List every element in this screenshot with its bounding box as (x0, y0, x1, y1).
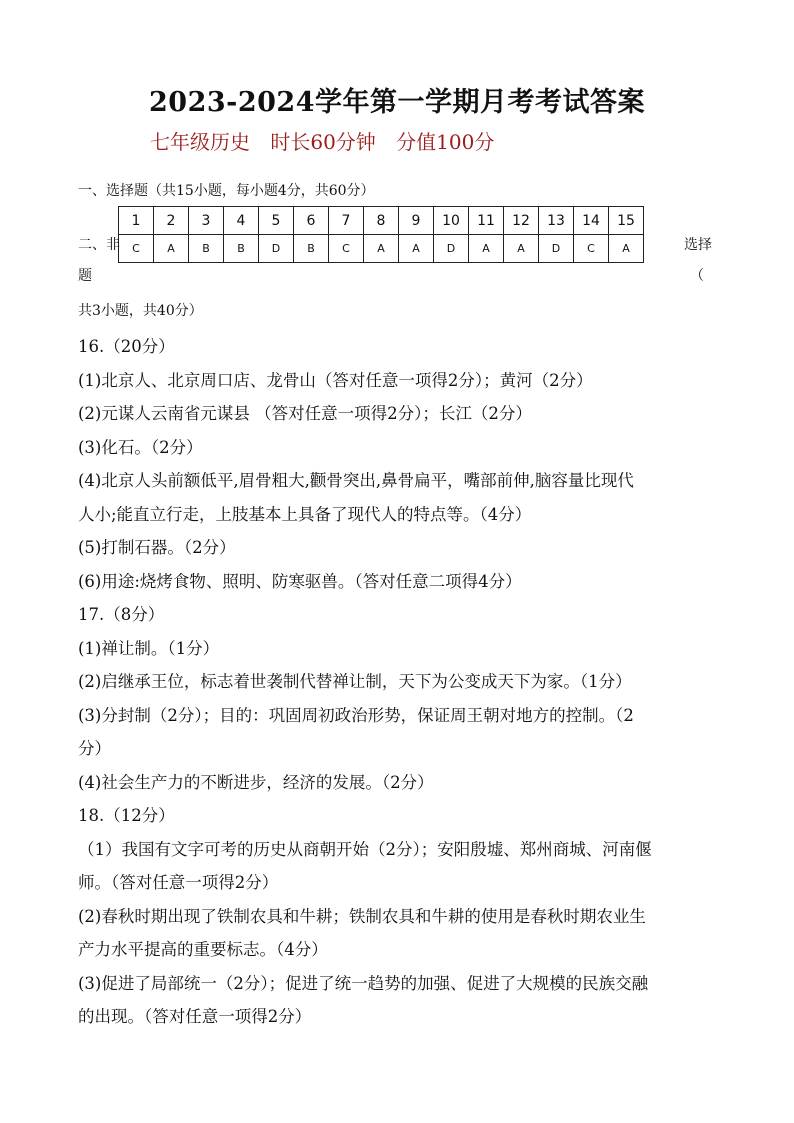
answer-line: 分） (78, 739, 111, 758)
duration-label: 时长60分钟 (270, 130, 376, 154)
answer-line: (2)启继承王位，标志着世袭制代替禅让制，天下为公变成天下为家。（1分） (78, 672, 632, 691)
answer-cell: C (329, 235, 364, 263)
subject-label: 七年级历史 (150, 130, 250, 154)
answer-line: 16.（20分） (78, 337, 175, 356)
question-number-cell: 1 (119, 207, 154, 235)
section-2-heading-part: 题 (78, 268, 92, 284)
question-number-cell: 7 (329, 207, 364, 235)
question-number-cell: 10 (434, 207, 469, 235)
section-2-heading-part: （ (690, 268, 704, 284)
answer-line: （1）我国有文字可考的历史从商朝开始（2分）；安阳殷墟、郑州商城、河南偃 (78, 839, 652, 859)
answer-line: (2)春秋时期出现了铁制农具和牛耕；铁制农具和牛耕的使用是春秋时期农业生 (78, 906, 646, 926)
question-number-cell: 9 (399, 207, 434, 235)
answer-line: (4)社会生产力的不断进步，经济的发展。（2分） (78, 772, 434, 792)
question-number-cell: 3 (189, 207, 224, 235)
answer-line: (1)北京人、北京周口店、龙骨山（答对任意一项得2分）；黄河（2分） (78, 370, 593, 390)
answer-line: (3)分封制（2分）；目的：巩固周初政治形势，保证周王朝对地方的控制。（2 (78, 705, 634, 725)
answer-line: (2)元谋人云南省元谋县 （答对任意一项得2分）；长江（2分） (78, 404, 532, 423)
section-2-heading-part: 选择 (684, 237, 712, 253)
answer-cell: C (574, 235, 609, 263)
answer-row (119, 235, 644, 263)
question-number-cell: 15 (609, 207, 644, 235)
answer-cell: B (224, 235, 259, 263)
answer-line: 17.（8分） (78, 605, 165, 624)
question-number-cell: 12 (504, 207, 539, 235)
answer-cell: A (469, 235, 504, 263)
question-number-cell: 13 (539, 207, 574, 235)
answer-line: (1)禅让制。（1分） (78, 638, 220, 658)
section-2-heading-part: 二、非 (78, 237, 120, 253)
answer-cell: A (364, 235, 399, 263)
answer-table (118, 206, 644, 263)
question-number-cell: 8 (364, 207, 399, 235)
answer-line: 师。（答对任意一项得2分） (78, 873, 279, 892)
answer-cell: D (434, 235, 469, 263)
question-number-cell: 5 (259, 207, 294, 235)
answer-cell: A (154, 235, 189, 263)
answer-line: 产力水平提高的重要标志。（4分） (78, 940, 328, 959)
answer-cell: A (504, 235, 539, 263)
section-2-heading-part: 共3小题，共40分） (78, 303, 203, 319)
answer-line: 的出现。（答对任意一项得2分） (78, 1007, 312, 1026)
answer-line: (6)用途:烧烤食物、照明、防寒驱兽。（答对任意二项得4分） (78, 571, 522, 591)
answer-cell: D (259, 235, 294, 263)
answer-line: (4)北京人头前额低平,眉骨粗大,颧骨突出,鼻骨扁平，嘴部前伸,脑容量比现代 (78, 471, 634, 490)
question-number-cell: 2 (154, 207, 189, 235)
answer-cell: A (399, 235, 434, 263)
section-1-heading: 一、选择题（共15小题，每小题4分，共60分） (78, 183, 375, 199)
answer-cell: D (539, 235, 574, 263)
answer-cell: C (119, 235, 154, 263)
answer-cell: B (294, 235, 329, 263)
question-number-cell: 4 (224, 207, 259, 235)
question-number-row (119, 207, 644, 235)
answer-cell: B (189, 235, 224, 263)
answer-line: 人小;能直立行走，上肢基本上具备了现代人的特点等。（4分） (78, 504, 532, 524)
page-title: 2023-2024学年第一学期月考考试答案 (149, 87, 645, 118)
answer-body (78, 330, 728, 1034)
question-number-cell: 6 (294, 207, 329, 235)
question-number-cell: 11 (469, 207, 504, 235)
answer-line: (3)化石。（2分） (78, 437, 203, 457)
score-label: 分值100分 (396, 130, 495, 154)
answer-line: (5)打制石器。（2分） (78, 538, 236, 557)
exam-info (150, 126, 508, 155)
question-number-cell: 14 (574, 207, 609, 235)
answer-cell: A (609, 235, 644, 263)
answer-line: (3)促进了局部统一（2分）；促进了统一趋势的加强、促进了大规模的民族交融 (78, 973, 649, 993)
answer-line: 18.（12分） (78, 806, 175, 825)
